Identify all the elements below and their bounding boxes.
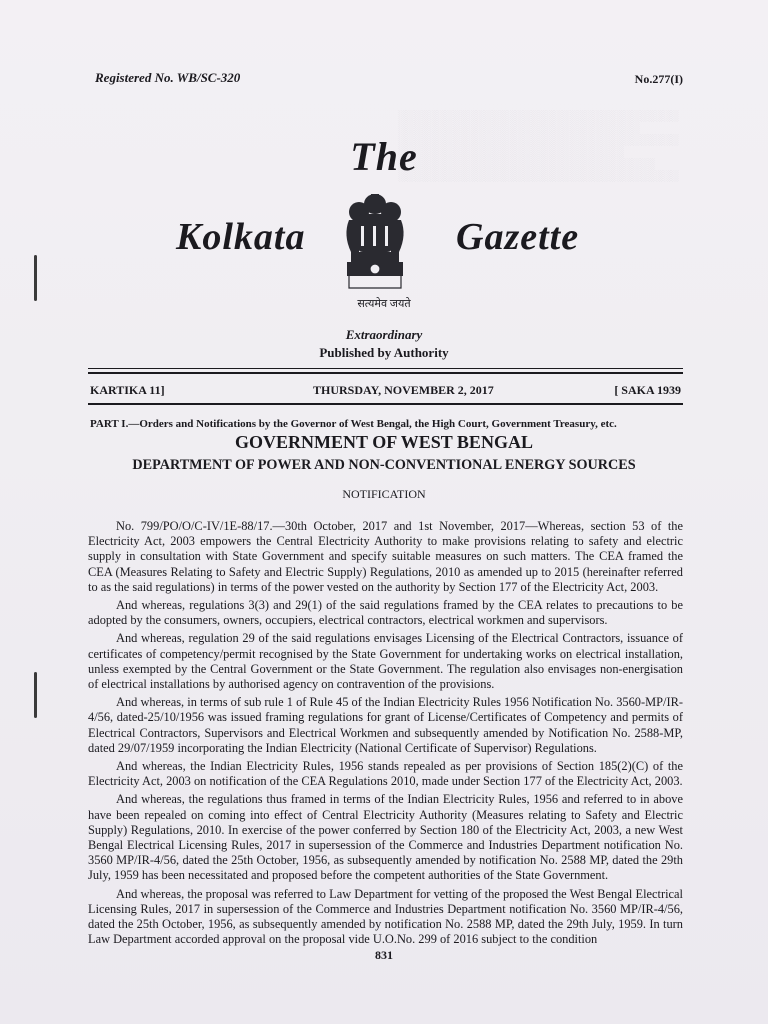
paragraph: And whereas, regulation 29 of the said regulations envisages Licensing of the Electrical Contractors, issuance of certificates of competency/permit recognised by the State Government for undertaking works on electrical installation, unless exempted by the Central Government or the State Government. The regulation also envisages non-energisation of electrical installations by authorised agency on contravention of the provisions.: [88, 631, 683, 692]
government-heading: GOVERNMENT OF WEST BENGAL: [235, 432, 533, 452]
emblem-motto: सत्यमेव जयते: [357, 298, 411, 310]
registered-number: Registered No. WB/SC-320: [95, 70, 241, 85]
published-by-authority: Published by Authority: [319, 345, 449, 360]
notification-body: [88, 519, 683, 950]
binding-mark: [34, 672, 37, 718]
notification-heading: NOTIFICATION: [342, 487, 426, 501]
divider-line: [88, 368, 683, 369]
dateline-saka: [ SAKA 1939: [614, 383, 681, 397]
issue-number: No.277(I): [634, 72, 683, 86]
masthead-gazette: Gazette: [456, 216, 580, 258]
page-number: 831: [375, 948, 393, 962]
bleed-through: ░░░░░░░░░░░░░░░░░░░░░░░░░░░░░░░░░░░░ ░░░░░░░░░░░░░░░░░░░░░░░░░░░░░░░ ░░░░░░░░░░░░░░░░░░░░░░░░░░░░░░░░░░░░ ░░░░░░░░░░░░░░░░░░░░░░░░░░░░░ ░░░░░░░░░░░░░░░░░░░░░░░░░░░░░░░░░ ░░░░░░░░░░░░░░░░░░░░░░░░░░░░░░░░░░░░: [398, 110, 679, 182]
paragraph: And whereas, regulations 3(3) and 29(1) of the said regulations framed by the CEA relates to precautions to be adopted by the consumers, owners, occupiers, electrical contractors, electrical workmen and supervisors.: [88, 598, 683, 628]
paragraph: And whereas, the regulations thus framed in terms of the Indian Electricity Rules, 1956 and referred to in above have been repealed on coming into effect of Central Electricity Authority (Measures relating to Safety and Electric Supply) Regulations, 2010. In exercise of the power conferred by Section 180 of the Electricity Act, 2003, a new West Bengal Electrical Licensing Rules, 2017 in supersession of the Commerce and Industries Department notification No. 3560 MP/IR-4/56, dated the 25th October, 1956, as subsequently amended by notification No. 2588 MP, dated the 29th July, 1959 has been necessitated and proposed before the competent authorities of the State Government.: [88, 792, 683, 883]
paragraph: And whereas, the proposal was referred to Law Department for vetting of the proposed the West Bengal Electrical Licensing Rules, 2017 in supersession of the Commerce and Industries Department notification No. 3560 MP/IR-4/56, dated the 25th October, 1956, as subsequently amended by notification No. 2588 MP, dated the 29th July, 1959. In turn Law Department accorded approval on the proposal vide U.O.No. 299 of 2016 subject to the condition: [88, 886, 683, 947]
department-heading: DEPARTMENT OF POWER AND NON-CONVENTIONAL ENERGY SOURCES: [132, 457, 636, 473]
extraordinary-label: Extraordinary: [345, 327, 423, 342]
dateline-kartika: KARTIKA 11]: [90, 383, 165, 397]
state-emblem-icon: [335, 190, 415, 295]
masthead-the: The: [350, 134, 418, 179]
part-heading: PART I.—Orders and Notifications by the Governor of West Bengal, the High Court, Government Treasury, etc.: [90, 418, 617, 430]
paragraph: And whereas, the Indian Electricity Rules, 1956 stands repealed as per provisions of Section 185(2)(C) of the Electricity Act, 2003 on notification of the CEA Regulations 2010, made under Section 177 of the Electricity Act, 2003.: [88, 759, 683, 789]
dateline-date: THURSDAY, NOVEMBER 2, 2017: [313, 383, 494, 397]
paragraph: No. 799/PO/O/C-IV/1E-88/17.—30th October, 2017 and 1st November, 2017—Whereas, section 53 of the Electricity Act, 2003 empowers the Central Electricity Authority to make provisions relating to safety and electric supply in consultation with State Government and specify suitable measures on such matters. The CEA framed the CEA (Measures Relating to Safety and Electric Supply) Regulations, 2010 as amended up to 2015 (hereinafter referred to as the said regulations) in terms of the power vested on the authority by Section 177 of the Electricity Act, 2003.: [88, 519, 683, 594]
paragraph: And whereas, in terms of sub rule 1 of Rule 45 of the Indian Electricity Rules 1956 Notification No. 3560-MP/IR-4/56, dated-25/10/1956 was issued framing regulations for grant of License/Certificates of Competency and permits of Electrical Contractors, Supervisors and Electrical Workmen and subsequently amended by Notification No. 2588-MP, dated 29/07/1959 incorporating the Indian Electricity (National Certificate of Supervisor) Regulations.: [88, 695, 683, 755]
divider-line: [88, 403, 683, 405]
masthead-kolkata: Kolkata: [176, 216, 306, 258]
divider-line: [88, 372, 683, 374]
binding-mark: [34, 255, 37, 301]
